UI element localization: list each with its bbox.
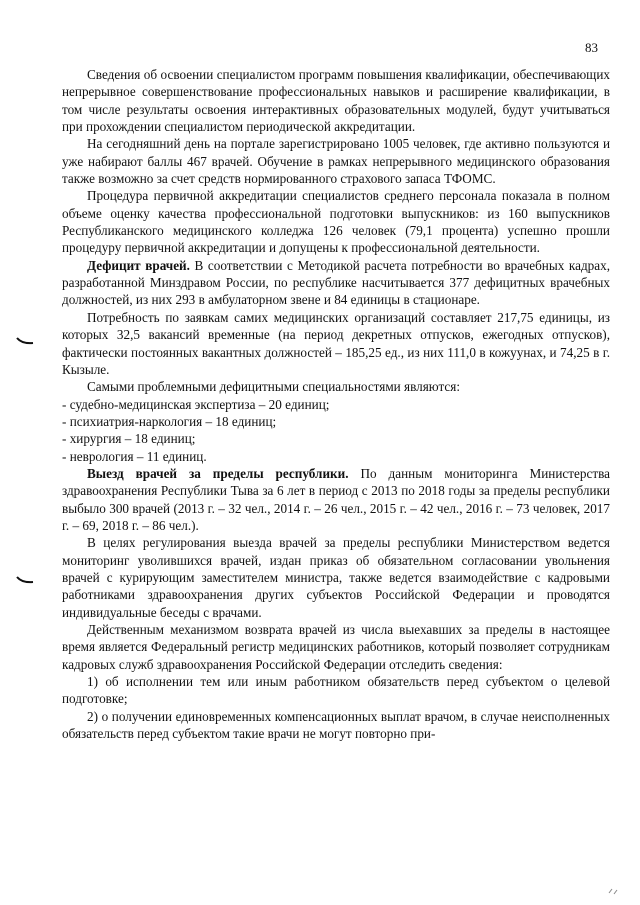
list-item: - хирургия – 18 единиц; — [62, 431, 196, 447]
paragraph — [62, 257, 610, 309]
paragraph-text: В соответствии с Методикой расчета потребности во врачебных кадрах, разработанной Минздравом России, по республике насчитывается 377 дефицитных врачебных должностей, из них 293 в амбулаторном звене и 84 единицы в стационаре. — [62, 257, 610, 308]
paragraph — [62, 465, 610, 534]
page-number: 83 — [585, 40, 598, 55]
section-heading: Дефицит врачей. — [87, 257, 190, 273]
paragraph: Процедура первичной аккредитации специалистов среднего персонала показала в полном объеме оценку качества профессиональной подготовки выпускников: из 160 выпускников Республиканского медицинского колледжа 126 человек (79,1 процента) успешно прошли процедуру первичной аккредитации и допущены к профессиональной деятельности. — [62, 188, 610, 256]
paragraph: 2) о получении единовременных компенсационных выплат врачом, в случае неисполненных обязательств перед субъектом такие врачи не могут повторно при- — [62, 708, 610, 742]
margin-mark-icon — [16, 575, 34, 585]
paragraph: Потребность по заявкам самих медицинских организаций составляет 217,75 единицы, из которых 32,5 вакансий временные (на период декретных отпусков, ежегодных отпусков), фактически постоянных вакантных должностей – 185,25 ед., из них 111,0 в кожуунах, и 74,25 в г. Кызыле. — [62, 309, 610, 377]
list-item: - судебно-медицинская экспертиза – 20 единиц; — [62, 396, 330, 412]
list-item: - неврология – 11 единиц. — [62, 448, 207, 464]
scan-artifact-icon — [608, 887, 618, 895]
paragraph: Сведения об освоении специалистом программ повышения квалификации, обеспечивающих непрерывное совершенствование профессиональных навыков и расширение квалификации, в том числе результаты освоения интерактивных образовательных модулей, будут учитываться при прохождении специалистом периодической аккредитации. — [62, 67, 610, 135]
paragraph: Самыми проблемными дефицитными специальностями являются: — [87, 379, 460, 395]
paragraph-text: По данным мониторинга Министерства здравоохранения Республики Тыва за 6 лет в период с 2013 по 2018 годы за пределы республики выбыло 300 врачей (2013 г. – 32 чел., 2014 г. – 26 чел., 2015 г. – 42 чел., 2016 г. – 73 человек, 2017 г. – 69, 2018 г. – 86 чел.). — [62, 465, 610, 533]
document-body — [62, 66, 610, 742]
paragraph: В целях регулирования выезда врачей за пределы республики Министерством ведется мониторинг уволившихся врачей, издан приказ об обязательном согласовании увольнения врачей с курирующим заместителем министра, также ведется взаимодействие с кадровыми работниками здравоохранения других субъектов Российской Федерации и проводятся индивидуальные беседы с врачами. — [62, 535, 610, 620]
paragraph: 1) об исполнении тем или иным работником обязательств перед субъектом о целевой подготовке; — [62, 674, 610, 707]
margin-mark-icon — [16, 336, 34, 346]
paragraph: Действенным механизмом возврата врачей из числа выехавших за пределы в настоящее время является Федеральный регистр медицинских работников, который позволяет сотрудникам кадровых служб здравоохранения Российской Федерации отследить сведения: — [62, 622, 610, 672]
section-heading: Выезд врачей за пределы республики. — [87, 465, 349, 481]
paragraph: На сегодняшний день на портале зарегистрировано 1005 человек, где активно пользуются и уже набирают баллы 467 врачей. Обучение в рамках непрерывного медицинского образования также возможно за счет средств нормированного страхового запаса ТФОМС. — [62, 136, 610, 187]
list-item: - психиатрия-наркология – 18 единиц; — [62, 413, 277, 429]
